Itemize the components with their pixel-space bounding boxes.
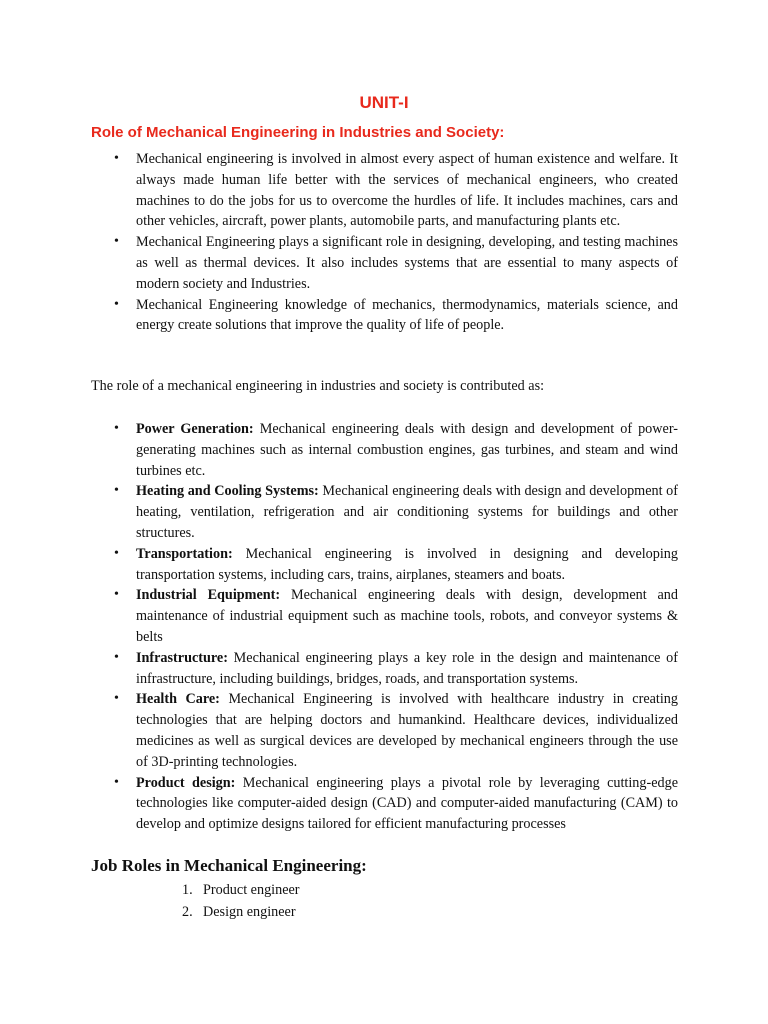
- list-item: [0, 585, 768, 647]
- list-item: [0, 689, 768, 772]
- bullet-icon: •: [114, 774, 119, 790]
- job-roles-list: [0, 880, 300, 923]
- job-role-label: Product engineer: [203, 882, 300, 898]
- bullet-icon: •: [114, 587, 119, 603]
- bullet-icon: •: [114, 234, 119, 250]
- bullet-icon: •: [114, 649, 119, 665]
- bullet-icon: •: [114, 483, 119, 499]
- role-term: Heating and Cooling Systems:: [136, 483, 319, 500]
- list-item: [0, 773, 768, 835]
- lead-paragraph: The role of a mechanical engineering in industries and society is contributed as:: [91, 378, 545, 394]
- role-text: Mechanical engineering deals with design and development of power-generating machines such as internal combustion engines, gas turbines, and steam and wind turbines etc.: [136, 421, 678, 479]
- bullet-icon: •: [114, 151, 119, 166]
- job-role-label: Design engineer: [203, 903, 296, 920]
- list-item: [0, 149, 768, 232]
- list-item: [0, 232, 768, 294]
- role-text: Mechanical engineering is involved in designing and developing transportation systems, including cars, trains, airplanes, steamers and boats.: [136, 545, 678, 583]
- bullet-icon: •: [114, 545, 119, 561]
- list-number: 2.: [182, 903, 193, 920]
- bullet-icon: •: [114, 296, 119, 312]
- role-term: Infrastructure:: [136, 649, 228, 666]
- role-text: Mechanical engineering deals with design, development and maintenance of industrial equipment such as machine tools, robots, and conveyor systems & belts: [136, 587, 678, 645]
- section-heading: Role of Mechanical Engineering in Industries and Society:: [91, 124, 505, 141]
- list-number: 1.: [182, 882, 193, 898]
- role-text: Mechanical engineering deals with design and development of heating, ventilation, refrigeration and air conditioning systems for buildings and other structures.: [136, 483, 679, 541]
- list-item: [0, 648, 768, 690]
- list-item: [0, 419, 768, 481]
- job-roles-heading: Job Roles in Mechanical Engineering:: [91, 856, 367, 875]
- bullet-text: Mechanical Engineering knowledge of mechanics, thermodynamics, materials science, and energy create solutions that improve the quality of life of people.: [136, 296, 678, 334]
- list-item: [0, 880, 300, 902]
- role-text: Mechanical Engineering is involved with healthcare industry in creating technologies that are helping doctors and humankind. Healthcare devices, individualized medicines as well as surgical devices are developed by mechanical engineers through the use of 3D-printing technologies.: [136, 691, 678, 770]
- role-term: Health Care:: [136, 691, 220, 708]
- role-text: Mechanical engineering plays a key role in the design and maintenance of infrastructure, including buildings, bridges, roads, and transportation systems.: [136, 649, 678, 687]
- bullet-icon: •: [114, 691, 119, 707]
- list-item: [0, 481, 768, 543]
- bullet-icon: •: [114, 421, 119, 436]
- list-item: [0, 295, 768, 337]
- unit-title: UNIT-I: [359, 93, 409, 112]
- bullet-text: Mechanical Engineering plays a significant role in designing, developing, and testing machines as well as thermal devices. It also includes systems that are essential to many aspects of modern society and Industries.: [136, 234, 678, 292]
- intro-bullet-list: [0, 149, 768, 336]
- role-term: Transportation:: [136, 545, 233, 562]
- role-term: Power Generation:: [136, 421, 254, 437]
- list-item: [0, 902, 300, 924]
- role-bullet-list: [0, 419, 768, 835]
- role-text: Mechanical engineering plays a pivotal role by leveraging cutting-edge technologies like computer-aided design (CAD) and computer-aided manufacturing (CAM) to develop and optimize designs tailored for efficient manufacturing processes: [136, 774, 678, 833]
- bullet-text: Mechanical engineering is involved in almost every aspect of human existence and welfare. It always made human life better with the services of mechanical engineers, who created machines to do the jobs for us to overcome the hurdles of life. It includes machines, cars and other vehicles, aircraft, power plants, automobile parts, and manufacturing plants etc.: [136, 151, 678, 230]
- role-term: Industrial Equipment:: [136, 587, 281, 604]
- list-item: [0, 544, 768, 586]
- role-term: Product design:: [136, 774, 236, 791]
